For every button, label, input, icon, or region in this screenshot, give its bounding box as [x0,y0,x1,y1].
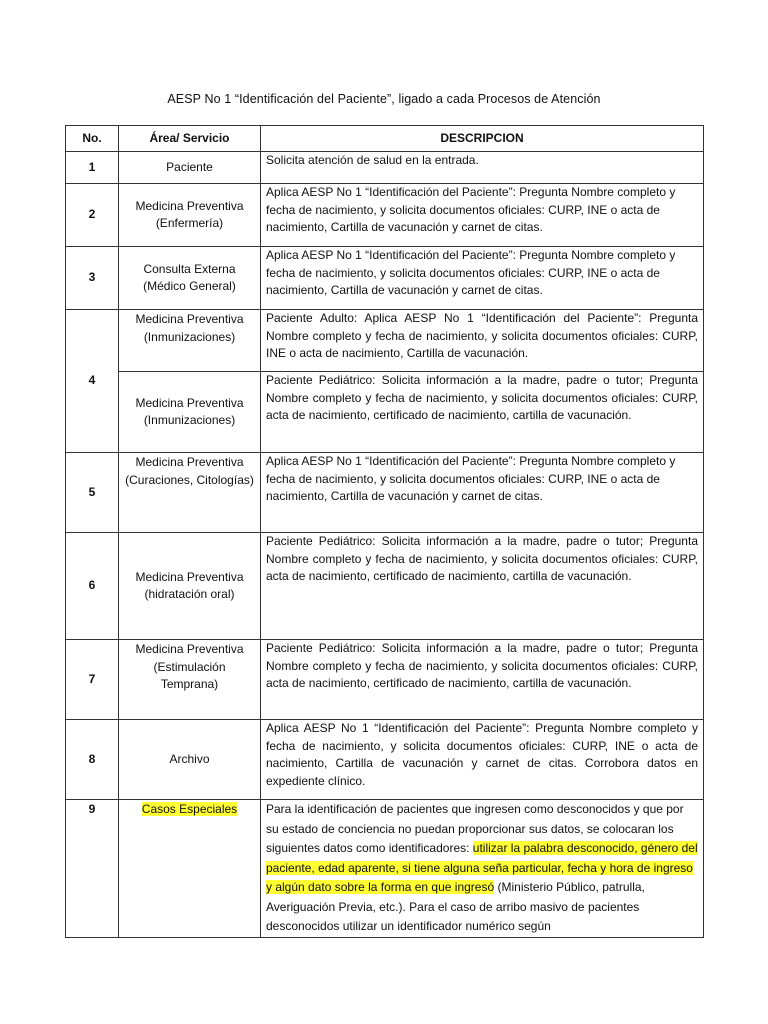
row-description: Aplica AESP No 1 “Identificación del Paciente”: Pregunta Nombre completo y fecha de nacimiento, y solicita documentos oficiales: CURP, INE o acta de nacimiento, Cartilla de vacunación y carnet de citas. [261,247,704,310]
table-row [66,640,704,720]
row-description: Aplica AESP No 1 “Identificación del Paciente”: Pregunta Nombre completo y fecha de nacimiento, y solicita documentos oficiales: CURP, INE o acta de nacimiento, Cartilla de vacunación y carnet de citas. [261,184,704,247]
row-number: 4 [66,310,119,453]
row-number: 5 [66,453,119,533]
table-row [66,800,704,938]
table-row [66,152,704,184]
row-description: Paciente Pediátrico: Solicita información a la madre, padre o tutor; Pregunta Nombre completo y fecha de nacimiento, y solicita documentos oficiales: CURP, acta de nacimiento, certificado de nacimiento, cartilla de vacunación. [261,372,704,453]
header-no: No. [66,126,119,152]
table-row [66,453,704,533]
row-number: 6 [66,533,119,640]
row-description: Aplica AESP No 1 “Identificación del Paciente”: Pregunta Nombre completo y fecha de nacimiento, y solicita documentos oficiales: CURP, INE o acta de nacimiento, Cartilla de vacunación y carnet de citas. [261,453,704,533]
row-area: Archivo [119,720,261,800]
table-row [66,184,704,247]
row-description: Paciente Adulto: Aplica AESP No 1 “Identificación del Paciente”: Pregunta Nombre completo y fecha de nacimiento, y solicita documentos oficiales: CURP, INE o acta de nacimiento, Cartilla de vacunación. [261,310,704,372]
table-row [66,247,704,310]
row-number: 7 [66,640,119,720]
row-area: Medicina Preventiva (Estimulación Temprana) [119,640,261,720]
highlighted-identifiers: utilizar la palabra desconocido, género del paciente, edad aparente, si tiene alguna seña particular, fecha y hora de ingreso y algún dato sobre la forma en que ingresó [266,841,698,894]
row-description: Solicita atención de salud en la entrada. [261,152,704,184]
table-header-row [66,126,704,152]
row-description: Paciente Pediátrico: Solicita información a la madre, padre o tutor; Pregunta Nombre completo y fecha de nacimiento, y solicita documentos oficiales: CURP, acta de nacimiento, certificado de nacimiento, cartilla de vacunación. [261,533,704,640]
row-description: Aplica AESP No 1 “Identificación del Paciente”: Pregunta Nombre completo y fecha de nacimiento, y solicita documentos oficiales: CURP, INE o acta de nacimiento, Cartilla de vacunación y carnet de citas. Corrobora datos en expediente clínico. [261,720,704,800]
row-number: 9 [66,800,119,938]
table-row [66,533,704,640]
highlighted-area: Casos Especiales [141,802,238,816]
row-area: Medicina Preventiva (Inmunizaciones) [119,372,261,453]
row-area: Consulta Externa (Médico General) [119,247,261,310]
row-description [261,800,704,938]
process-table [65,125,704,938]
row-area [119,800,261,938]
row-number: 1 [66,152,119,184]
description-text: Para la identificación de pacientes que ingresen como desconocidos y que por su estado de conciencia no puedan proporcionar sus datos, se colocaran los siguientes datos como identificadores: [266,802,684,855]
description-text-continued: (Ministerio Público, patrulla, Averiguación Previa, etc.). Para el caso de arribo masivo de pacientes desconocidos utilizar un identificador numérico según [266,880,645,933]
header-description: DESCRIPCION [261,126,704,152]
document-title: AESP No 1 “Identificación del Paciente”, ligado a cada Procesos de Atención [167,92,601,106]
row-description: Paciente Pediátrico: Solicita información a la madre, padre o tutor; Pregunta Nombre completo y fecha de nacimiento, y solicita documentos oficiales: CURP, acta de nacimiento, certificado de nacimiento, cartilla de vacunación. [261,640,704,720]
table-row [66,372,704,453]
table-row [66,310,704,372]
row-area: Medicina Preventiva (Curaciones, Citologías) [119,453,261,533]
row-number: 2 [66,184,119,247]
row-area: Medicina Preventiva (Inmunizaciones) [119,310,261,372]
row-area: Medicina Preventiva (hidratación oral) [119,533,261,640]
row-area: Medicina Preventiva (Enfermería) [119,184,261,247]
header-area: Área/ Servicio [119,126,261,152]
row-number: 8 [66,720,119,800]
row-area: Paciente [119,152,261,184]
row-number: 3 [66,247,119,310]
table-row [66,720,704,800]
